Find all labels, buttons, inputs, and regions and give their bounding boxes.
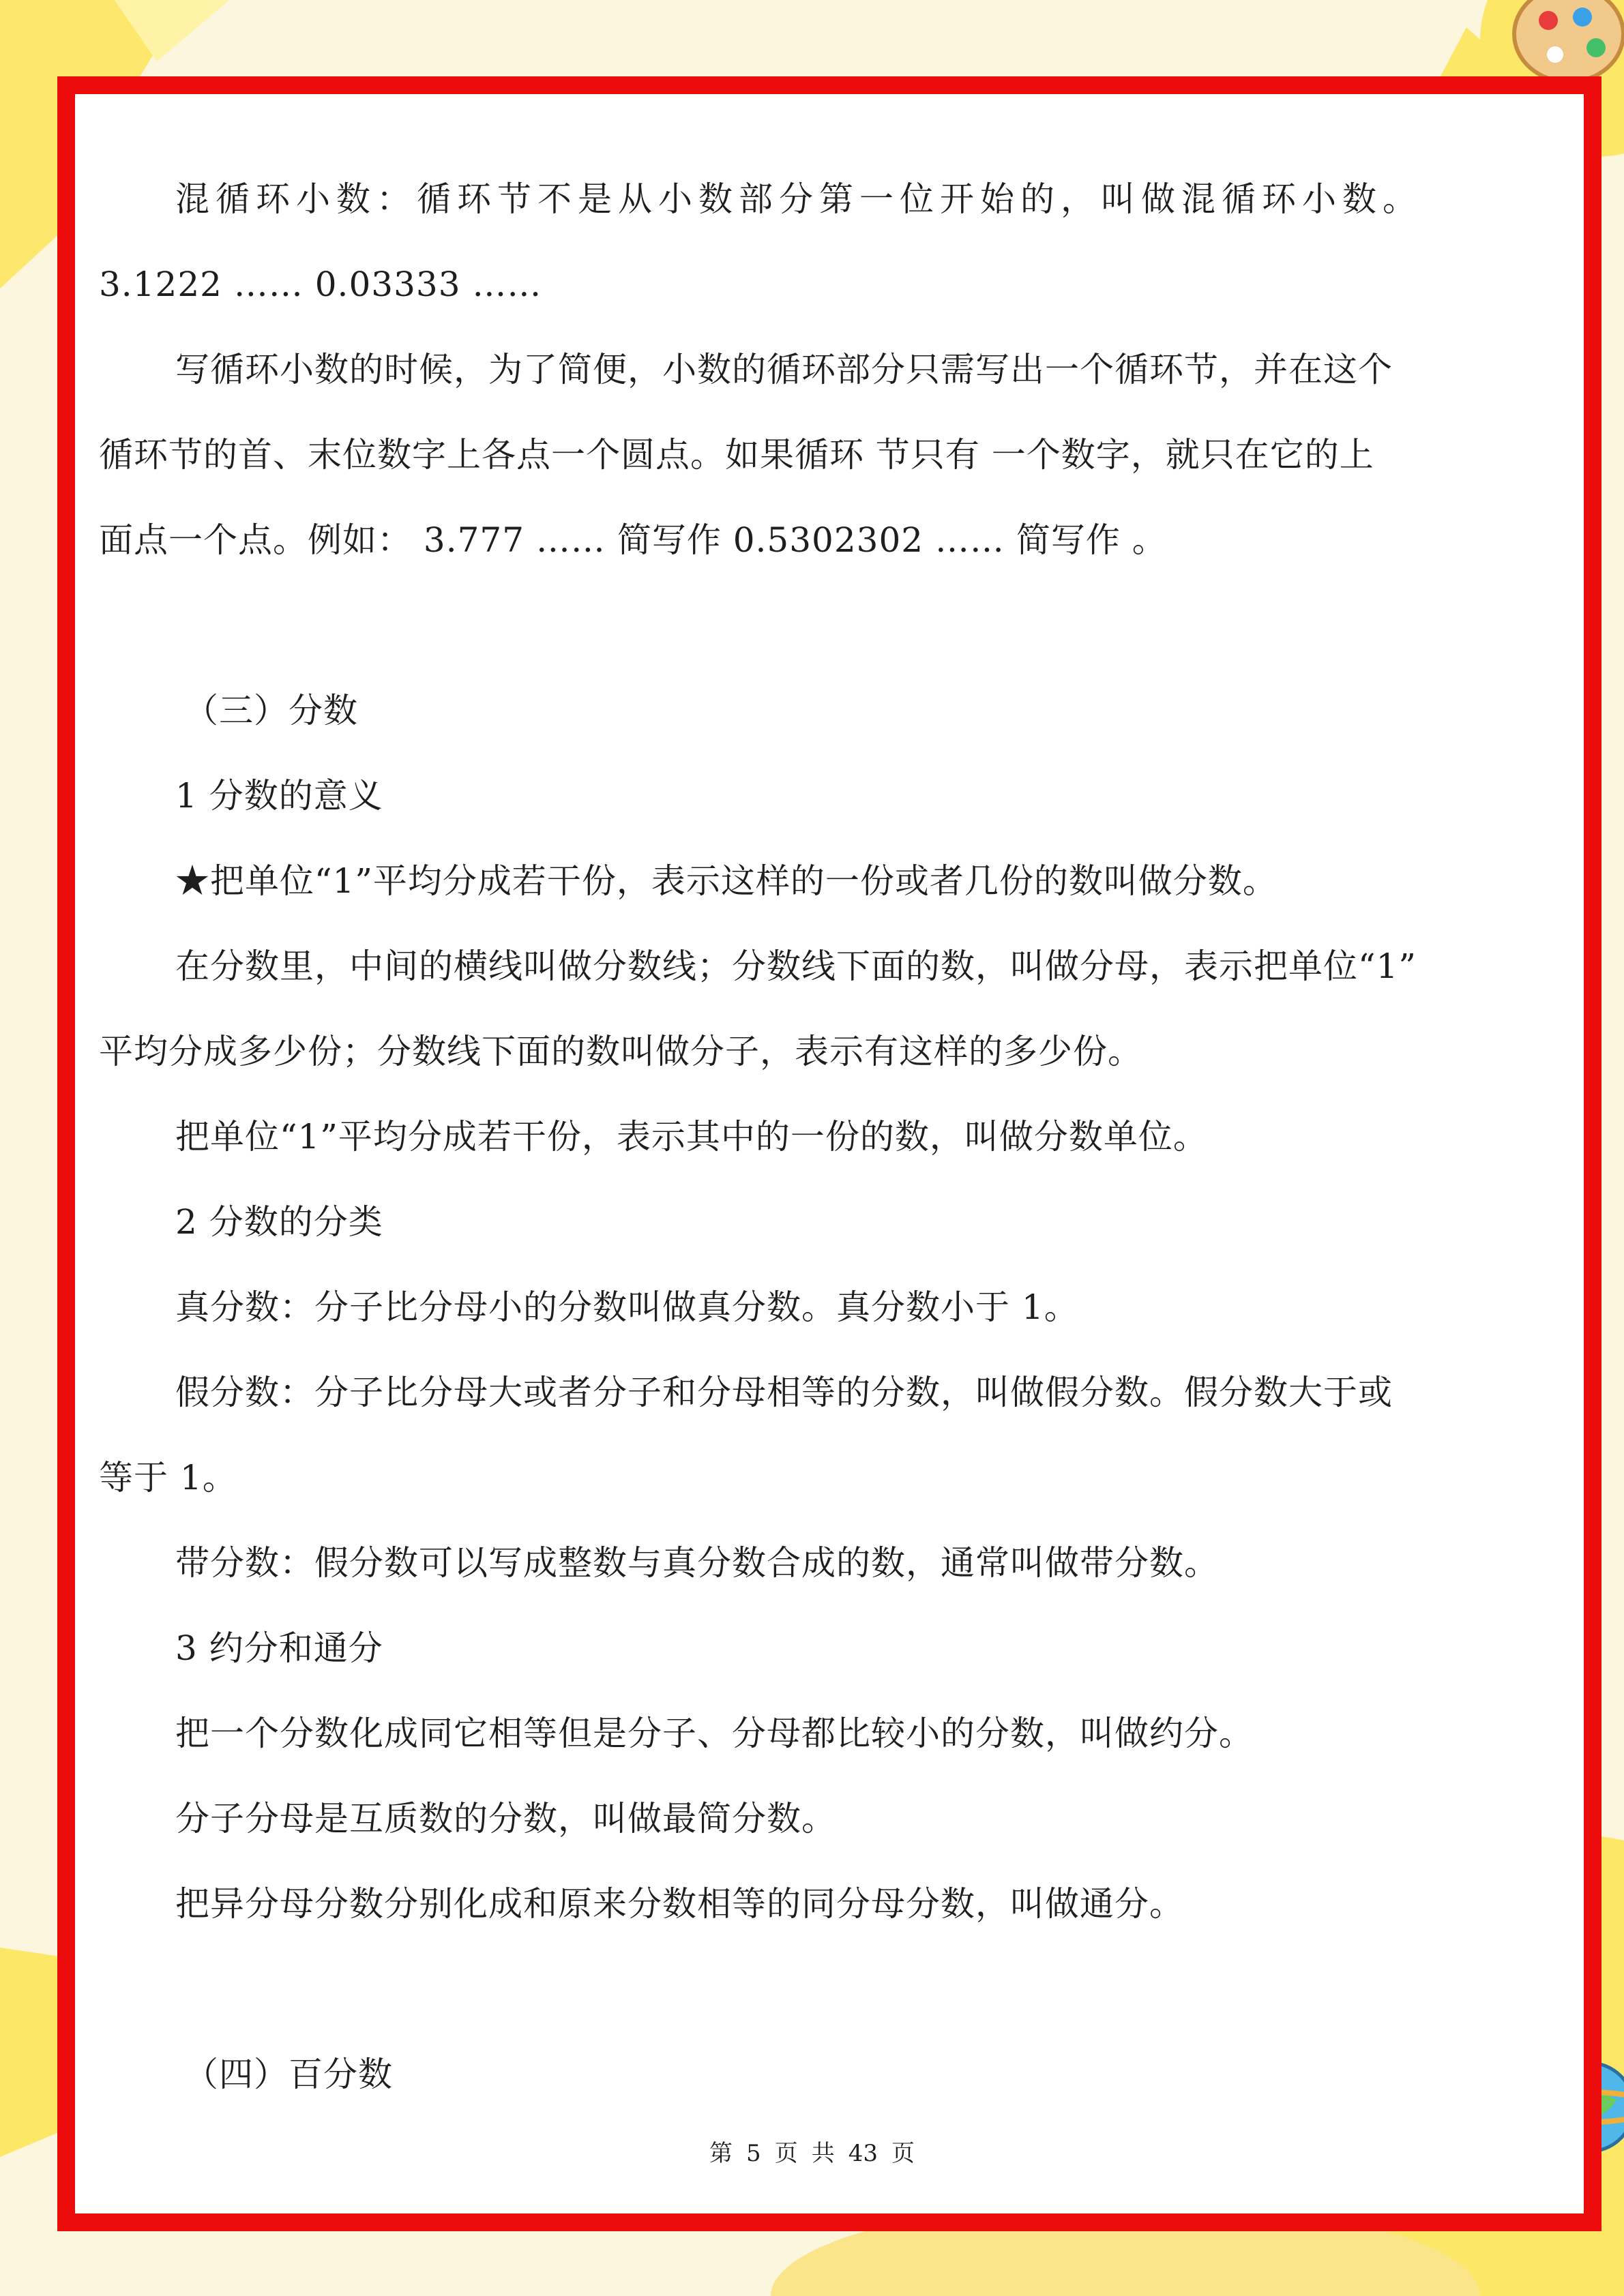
subheading-reduce-common: 3 约分和通分 <box>175 1628 383 1668</box>
simplest-fraction: 分子分母是互质数的分数，叫做最简分数。 <box>175 1799 836 1838</box>
recurring-notation-line-2: 循环节的首、末位数字上各点一个圆点。如果循环 节只有 一个数字，就只在它的上 <box>99 435 1374 475</box>
subheading-meaning: 1 分数的意义 <box>175 776 383 816</box>
footer-word-ye: 页 <box>774 2140 798 2167</box>
common-denominator: 把异分母分数分别化成和原来分数相等的同分母分数，叫做通分。 <box>175 1884 1184 1924</box>
mixed-number: 带分数：假分数可以写成整数与真分数合成的数，通常叫做带分数。 <box>175 1543 1219 1583</box>
section-heading-fractions: （三）分数 <box>184 691 358 730</box>
fraction-unit-definition: 把单位“1”平均分成若干份，表示其中的一份的数，叫做分数单位。 <box>175 1117 1208 1157</box>
fraction-parts-line-2: 平均分成多少份；分数线下面的数叫做分子，表示有这样的多少份。 <box>99 1032 1142 1071</box>
proper-fraction: 真分数：分子比分母小的分数叫做真分数。真分数小于 1。 <box>175 1287 1079 1327</box>
reduction-definition: 把一个分数化成同它相等但是分子、分母都比较小的分数，叫做约分。 <box>175 1714 1254 1753</box>
spacer <box>99 1947 1531 2032</box>
document-body <box>99 157 1531 2117</box>
footer-word-ye-2: 页 <box>891 2140 915 2167</box>
current-page-number: 5 <box>746 2140 761 2167</box>
footer-word-gong: 共 <box>811 2140 835 2167</box>
footer-word-di: 第 <box>709 2140 733 2167</box>
mixed-recurring-examples: 3.1222 …… 0.03333 …… <box>99 265 542 304</box>
improper-fraction-line-2: 等于 1。 <box>99 1458 237 1497</box>
recurring-notation-line-1: 写循环小数的时候，为了简便，小数的循环部分只需写出一个循环节，并在这个 <box>175 350 1393 389</box>
fraction-parts-line-1: 在分数里，中间的横线叫做分数线；分数线下面的数，叫做分母，表示把单位“1” <box>175 946 1417 986</box>
recurring-notation-line-3: 面点一个点。例如： 3.777 …… 简写作 0.5302302 …… 简写作 。 <box>99 520 1167 560</box>
subheading-classification: 2 分数的分类 <box>175 1202 383 1242</box>
section-heading-percent: （四）百分数 <box>184 2055 393 2094</box>
page-footer <box>0 2134 1624 2168</box>
palette-icon <box>1514 0 1623 82</box>
improper-fraction-line-1: 假分数：分子比分母大或者分子和分母相等的分数，叫做假分数。假分数大于或 <box>175 1373 1393 1412</box>
fraction-definition: ★把单位“1”平均分成若干份，表示这样的一份或者几份的数叫做分数。 <box>175 861 1278 901</box>
spacer <box>99 583 1531 668</box>
total-page-count: 43 <box>848 2140 878 2167</box>
mixed-recurring-definition: 混循环小数：循环节不是从小数部分第一位开始的，叫做混循环小数。 <box>175 179 1423 219</box>
